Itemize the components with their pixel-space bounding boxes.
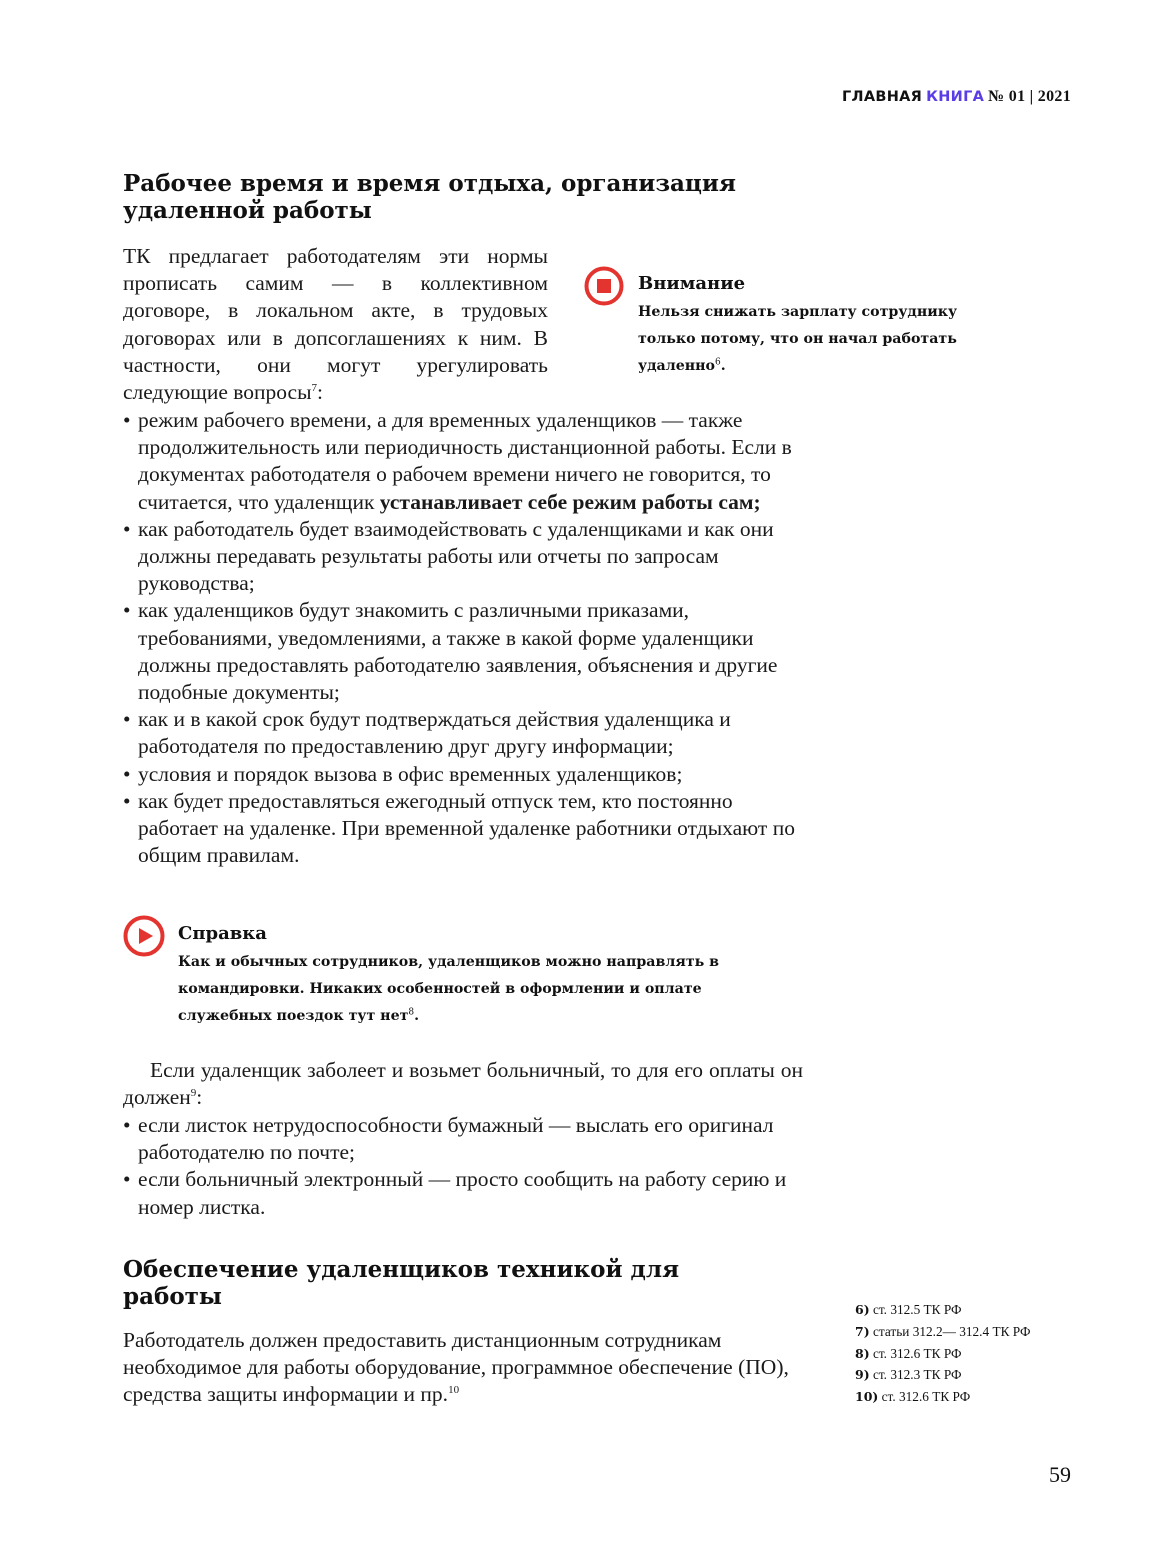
intro-colon: : [317, 380, 324, 405]
footnote-text: ст. 312.5 ТК РФ [872, 1302, 962, 1317]
footnote-text: статьи 312.2— 312.4 ТК РФ [872, 1323, 1031, 1339]
list-item-text: как работодатель будет взаимодействовать с удаленщиками и как они должны передавать результаты работы или отчеты по запросам руководства; [138, 516, 774, 596]
brand-name-part1: ГЛАВНАЯ [841, 89, 923, 105]
list-item-text: если больничный электронный — просто сообщить на работу серию и номер листка. [138, 1167, 787, 1219]
list-item-text: если листок нетрудоспособности бумажный — выслать его оригинал работодателю по почте; [138, 1113, 774, 1165]
footnote-number: 10) [855, 1389, 879, 1405]
equipment-text: Работодатель должен предоставить дистанционным сотрудникам необходимое для работы оборудование, программное обеспечение (ПО), средства защиты информации и пр. [123, 1328, 789, 1407]
list-item-text: режим рабочего времени, а для временных удаленщиков — также продолжительность или периодичность дистанционной работы. Если в документах работодателя о рабочем времени ничего не говорится, то считается, что удаленщик [138, 408, 792, 514]
reference-title: Справка [178, 923, 267, 944]
footnote-ref: 6 [715, 357, 721, 368]
equipment-paragraph [123, 1327, 803, 1409]
bullet-icon: • [123, 408, 131, 432]
attention-period: . [720, 358, 726, 374]
page-number: 59 [1049, 1462, 1071, 1487]
sick-leave-text: Если удаленщик заболеет и возьмет больничный, то для его оплаты он должен [123, 1058, 803, 1110]
section-heading-work-time: Рабочее время и время отдыха, организация удаленной работы [123, 170, 736, 224]
footnote-item [855, 1364, 1030, 1386]
play-triangle-icon [123, 915, 165, 957]
footnote-number: 8) [855, 1345, 870, 1361]
reference-period: . [414, 1008, 420, 1024]
list-item [123, 516, 803, 598]
footnote-text: ст. 312.3 ТК РФ [872, 1367, 962, 1383]
footnote-number: 9) [855, 1367, 870, 1383]
attention-text [638, 299, 998, 380]
bullet-icon: • [123, 761, 131, 786]
attention-title: Внимание [638, 273, 746, 294]
list-item [123, 761, 803, 788]
list-item [123, 1112, 803, 1166]
bullet-icon: • [123, 516, 131, 541]
list-item-text: условия и порядок вызова в офис временных удаленщиков; [138, 761, 683, 786]
bullet-icon: • [123, 1113, 131, 1137]
intro-paragraph [123, 243, 548, 406]
running-head [842, 88, 1071, 106]
attention-body: Нельзя снижать зарплату сотруднику только потому, что он начал работать удаленно [638, 304, 958, 374]
bullet-icon: • [123, 598, 131, 623]
list-item-text: как будет предоставляться ежегодный отпуск тем, кто постоянно работает на удаленке. При временной удаленке работники отдыхают по общим правилам. [138, 788, 795, 868]
list-item [123, 706, 803, 760]
footnotes [855, 1299, 1030, 1408]
sick-leave-colon: : [196, 1085, 203, 1110]
list-item-bold-text: устанавливает себе режим работы сам; [379, 489, 761, 514]
issue-number: № 01 | 2021 [988, 88, 1071, 105]
footnote-text: ст. 312.6 ТК РФ [881, 1389, 971, 1405]
list-item [123, 597, 803, 706]
footnote-ref: 9 [190, 1087, 197, 1100]
footnote-ref: 10 [448, 1384, 460, 1397]
bullet-icon: • [123, 707, 131, 732]
stop-square-icon [584, 266, 624, 306]
footnote-ref: 8 [408, 1007, 415, 1018]
list-item [123, 788, 803, 870]
footnote-text: ст. 312.6 ТК РФ [872, 1345, 962, 1361]
intro-text: ТК предлагает работодателям эти нормы прописать самим — в коллективном договоре, в локальном акте, в трудовых договорах или в допсоглашениях к ним. В частности, они могут урегулировать следующие вопросы [123, 244, 548, 405]
footnote-item [855, 1343, 1030, 1365]
footnote-item [855, 1386, 1030, 1408]
footnote-ref: 7 [311, 381, 318, 394]
list-item-text: как и в какой срок будут подтверждаться действия удаленщика и работодателя по предоставлению друг другу информации; [138, 707, 731, 759]
footnote-item [855, 1321, 1030, 1343]
bullet-icon: • [123, 788, 131, 813]
footnote-number: 6) [855, 1302, 870, 1317]
reference-body: Как и обычных сотрудников, удаленщиков можно направлять в командировки. Никаких особенностей в оформлении и оплате служебных поездок тут нет [178, 954, 720, 1024]
list-item [123, 1166, 803, 1220]
list-item [123, 407, 803, 516]
work-regulation-list [123, 407, 803, 869]
reference-text [178, 949, 778, 1030]
bullet-icon: • [123, 1167, 131, 1192]
section-heading-equipment: Обеспечение удаленщиков техникой для работы [123, 1256, 680, 1310]
brand-name-part2: КНИГА [926, 89, 985, 105]
list-item-text: как удаленщиков будут знакомить с различными приказами, требованиями, уведомлениями, а также в какой форме удаленщики должны предоставлять работодателю заявления, объяснения и другие подобные документы; [138, 598, 778, 705]
sick-leave-paragraph [123, 1057, 803, 1111]
footnote-item [855, 1299, 1030, 1321]
footnote-number: 7) [855, 1323, 870, 1339]
sick-leave-list [123, 1112, 803, 1221]
